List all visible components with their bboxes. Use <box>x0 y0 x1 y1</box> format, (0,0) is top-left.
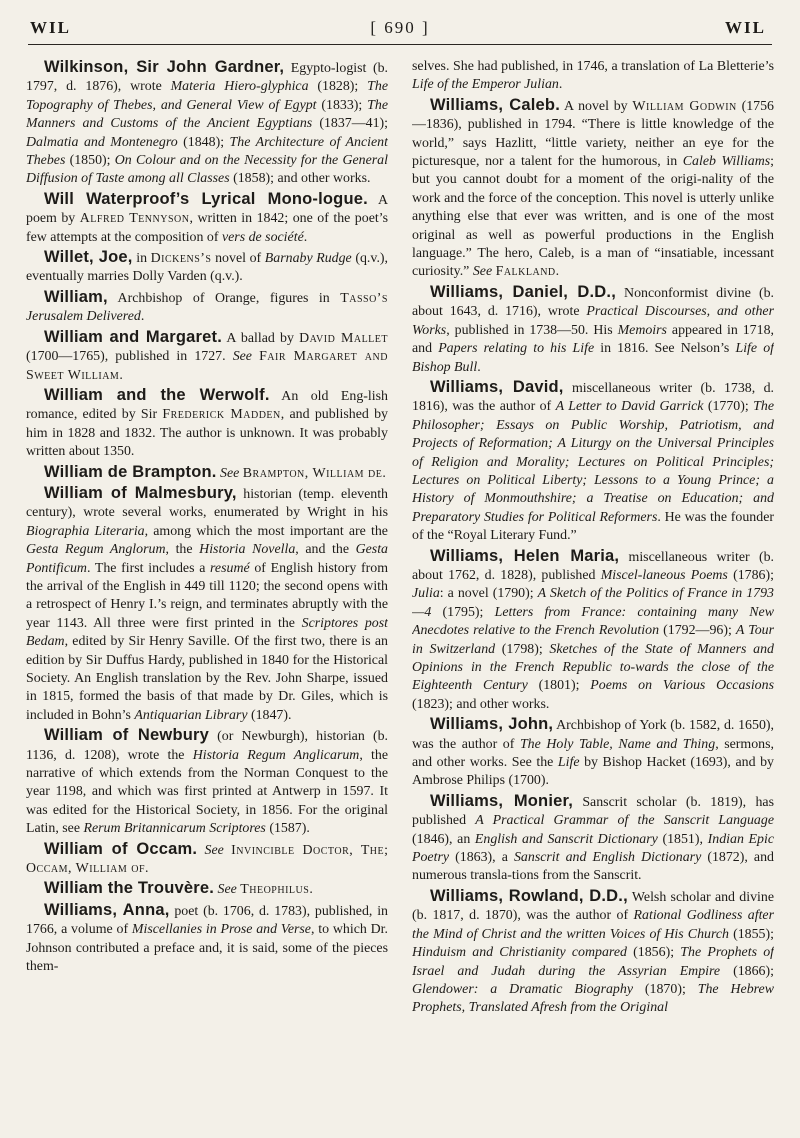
entry-small-caps: Invincible Doctor, The <box>231 842 385 858</box>
text-columns <box>26 58 774 1132</box>
entry-text: A poem by <box>26 192 388 227</box>
entry-williams-rowland <box>412 887 774 1018</box>
header-right-guideword: WIL <box>725 18 766 37</box>
entry-italic-title: Antiquarian Library <box>134 707 248 723</box>
entry-headword: Williams, David, <box>430 377 564 396</box>
entry-text: Welsh scholar and divine (b. 1817, d. 1870), was the author of <box>412 889 774 924</box>
entry-italic-title: A Tour in Switzerland <box>412 623 774 657</box>
entry-text: (1792—96); <box>659 623 736 639</box>
entry-headword: William de Brampton. <box>44 462 217 481</box>
entry-italic-title: See <box>220 465 240 481</box>
entry-text: (1700—1765), published in 1727. <box>26 349 233 365</box>
entry-small-caps: Falkland <box>495 264 556 280</box>
entry-italic-title: Glendower: a Dramatic Biography <box>412 981 633 997</box>
entry-small-caps: Tasso’s <box>340 290 388 306</box>
entry-italic-title: Indian Epic Poetry <box>412 831 774 866</box>
entry-italic-title: A Letter to David Garrick <box>555 399 704 415</box>
entry-headword: Williams, Monier, <box>430 791 573 810</box>
entry-text: (1801); <box>527 678 591 694</box>
entry-headword: William of Newbury <box>44 726 210 745</box>
entry-headword: Will Waterproof’s Lyrical Mono-logue. <box>44 189 368 208</box>
entry-text <box>252 349 259 364</box>
entry-italic-title: Gesta Regum Anglorum <box>26 542 166 558</box>
entry-william-orange <box>26 288 388 327</box>
entry-text: , and the <box>295 542 356 558</box>
entry-william-trouvere <box>26 879 388 899</box>
entry-text: , published in 1738—50. His <box>446 322 618 338</box>
entry-text: in <box>132 251 151 267</box>
entry-text: novel of <box>211 251 265 267</box>
entry-text: (1770); <box>703 399 754 415</box>
entry-italic-title: Julia <box>412 586 440 602</box>
entry-italic-title: Gesta Pontificum <box>26 542 388 576</box>
entry-italic-title: See <box>204 842 224 858</box>
entry-william-werwolf <box>26 386 388 462</box>
entry-italic-title: Life of Bishop Bull <box>412 341 774 375</box>
entry-italic-title: Hinduism and Christianity compared <box>412 945 627 961</box>
entry-text: (1828); <box>308 79 368 95</box>
entry-text: historian (temp. eleventh century), wrote several works, enumerated by Wright in his <box>26 486 388 521</box>
entry-william-newbury <box>26 726 388 838</box>
entry-headword: William, <box>44 287 108 306</box>
entry-italic-title: See <box>217 882 237 898</box>
entry-italic-title: Papers relating to his Life <box>438 341 595 357</box>
entry-williams-anna-cont <box>412 58 774 95</box>
entry-headword: Williams, Helen Maria, <box>430 546 620 565</box>
entry-text: (1795); <box>431 604 495 620</box>
entry-headword: William of Occam. <box>44 839 198 858</box>
entry-williams-caleb <box>412 96 774 282</box>
entry-text: , the <box>165 542 200 558</box>
entry-text: . <box>558 77 563 93</box>
entry-text: (1856); <box>626 945 681 961</box>
entry-italic-title: Barnaby Rudge <box>264 251 352 267</box>
entry-text: . The first includes a <box>86 560 211 576</box>
entry-text: (q.v.), eventually marries Dolly Varden (q.v.). <box>26 251 388 285</box>
entry-text: Nonconformist divine (b. about 1643, d. 1716), wrote <box>412 285 774 320</box>
entry-italic-title: Historia Novella <box>199 542 296 558</box>
entry-headword: Williams, John, <box>430 715 554 734</box>
entry-text: (1846), an <box>412 831 475 847</box>
running-header <box>28 14 772 45</box>
entry-text: : a novel (1790); <box>439 586 538 602</box>
entry-italic-title: Scriptores post Bedam <box>26 615 388 650</box>
entry-text: , written in 1842; one of the poet’s few attempts at the composition of <box>26 211 388 245</box>
entry-wilkinson <box>26 58 388 189</box>
entry-italic-title: Materia Hiero-glyphica <box>170 79 309 95</box>
entry-williams-anna <box>26 901 388 977</box>
entry-italic-title: Dalmatia and Montenegro <box>26 134 178 150</box>
entry-text: Sanscrit scholar (b. 1819), has published <box>412 794 774 829</box>
entry-text: . <box>555 264 560 280</box>
entry-small-caps: Brampton, William de <box>242 465 383 481</box>
entry-williams-monier <box>412 792 774 886</box>
entry-italic-title: Sanscrit and English Dictionary <box>513 850 702 866</box>
entry-text: (1847). <box>247 707 292 723</box>
entry-text: (1833); <box>316 97 368 113</box>
entry-text: (1756—1836), published in 1794. “There is little knowledge of the world,” says Hazlitt, “little variety, neither an eye for the picturesque, nor a talent for the humorous, in <box>412 98 774 170</box>
entry-italic-title: Life <box>557 755 580 771</box>
entry-text: (or Newburgh), historian (b. 1136, d. 1208), wrote the <box>26 729 388 763</box>
right-column <box>412 58 774 1132</box>
entry-small-caps: David Mallet <box>299 330 388 346</box>
entry-willet-joe <box>26 248 388 287</box>
entry-italic-title: Miscellanies in Prose and Verse <box>131 922 311 938</box>
entry-text: An old Eng-lish romance, edited by Sir <box>26 388 388 423</box>
entry-italic-title: Rational Godliness after the Mind of Christ and the written Voices of His Church <box>412 908 774 942</box>
entry-italic-title: Caleb Williams <box>682 154 771 170</box>
entry-italic-title: The Philosopher; Essays on Public Worship, Patriotism, and Projects of Reformation; A Liturgy on the Universal Principles of Religion and Morality; Lectures on Political Principles; Lectures on Political Liberty; Lessons to a Young Prince; a History of Monmouthshire; a Treatise on Education; and Preparatory Studies for Political Reformers <box>412 399 774 525</box>
entry-text: A ballad by <box>222 330 300 346</box>
entry-text: of English history from the arrival of the English in 449 till 1120; the second opens with a retrospect of Henry I.’s reign, and terminates abruptly with the year 1143. All three were first printed in the <box>26 560 388 631</box>
entry-text: . <box>140 309 145 325</box>
entry-text: (1798); <box>495 641 550 657</box>
entry-text: . <box>382 465 386 481</box>
entry-italic-title: The Architecture of Ancient Thebes <box>26 134 388 169</box>
header-page-number: [ 690 ] <box>370 18 430 37</box>
entry-italic-title: Life of the Emperor Julian <box>412 77 559 93</box>
entry-text: selves. She had published, in 1746, a translation of La Bletterie’s <box>412 59 774 74</box>
entry-italic-title: Biographia Literaria <box>26 523 145 539</box>
entry-text: , edited by Sir Henry Saville. Of the first two, there is an edition by Sir Duffus Hardy, published in 1840 for the Historical Society. An English translation by the Rev. John Sharpe, issued in 1815, formed the basis of that made by Dr. Giles, which is included in Bohn’s <box>26 634 388 723</box>
entry-small-caps: Fair Margaret and Sweet William <box>26 349 388 383</box>
entry-text: . <box>145 861 149 877</box>
entry-headword: Wilkinson, Sir John Gardner, <box>44 58 285 76</box>
entry-text: miscellaneous writer (b. about 1762, d. 1828), published <box>412 549 774 583</box>
entry-text: appeared in 1718, and <box>412 322 774 357</box>
entry-headword: William the Trouvère. <box>44 879 215 898</box>
entry-text: (1855); <box>728 926 774 942</box>
entry-text: (1837—41); <box>312 116 388 132</box>
entry-text: (1848); <box>177 134 230 150</box>
entry-italic-title: The Prophets of Israel and Judah during the Assyrian Empire <box>412 945 774 979</box>
entry-text: poet (b. 1706, d. 1783), published, in 1766, a volume of <box>26 903 388 938</box>
entry-williams-helen <box>412 547 774 715</box>
entry-william-malmesbury <box>26 484 388 725</box>
entry-italic-title: The Holy Table, Name and Thing <box>519 736 716 752</box>
entry-text: ; but you cannot doubt for a moment of the origi-nality of the work and the force of the conception. This novel is utterly unlike anything else that ever was written, and is one of the most original as well as powerful productions in the English language.” The hero, Caleb, is a man of “insatiable, incessant curiosity.” <box>412 154 774 280</box>
entry-text: , to which Dr. Johnson contributed a preface and, it is said, some of the pieces them- <box>26 922 388 975</box>
entry-italic-title: See <box>232 349 252 365</box>
entry-text: ; <box>384 842 388 858</box>
entry-italic-title: Practical Discourses, and other Works <box>412 304 774 338</box>
entry-headword: Willet, Joe, <box>44 248 133 267</box>
entry-text: Egypto-logist (b. 1797, d. 1876), wrote <box>26 61 388 95</box>
entry-text: (1786); <box>727 567 774 583</box>
entry-william-brampton <box>26 463 388 483</box>
entry-italic-title: The Topography of Thebes, and General View of Egypt <box>26 79 388 113</box>
entry-headword: William of Malmesbury, <box>44 483 237 502</box>
entry-text: . <box>119 367 123 383</box>
entry-text: Archbishop of York (b. 1582, d. 1650), was the author of <box>412 718 774 752</box>
entry-italic-title: Historia Regum Anglicarum <box>192 747 360 763</box>
entry-text: in 1816. See Nelson’s <box>594 341 736 357</box>
entry-text: , the narrative of which extends from the Norman Conquest to the year 1198, and which was first printed at Antwerp in 1597. It was edited for the Historical Society, in 1856. For the original Latin, see <box>26 747 388 837</box>
entry-williams-david <box>412 378 774 546</box>
entry-small-caps: Alfred Tennyson <box>79 211 190 227</box>
entry-headword: Williams, Rowland, D.D., <box>430 886 628 905</box>
entry-headword: William and Margaret. <box>44 327 223 346</box>
entry-headword: Williams, Anna, <box>44 900 170 919</box>
entry-italic-title: vers de société <box>221 229 304 245</box>
entry-text: (1823); and other works. <box>412 696 550 712</box>
entry-will-waterproof <box>26 190 388 247</box>
entry-italic-title: English and Sanscrit Dictionary <box>474 831 658 847</box>
left-column <box>26 58 388 1132</box>
entry-text: by Bishop Hacket (1693), and by Ambrose Philips (1700). <box>412 755 774 789</box>
entry-text: (1863), a <box>449 850 514 866</box>
entry-text: , and published by him in 1828 and 1832. The author is unknown. It was probably written about 1350. <box>26 407 388 460</box>
entry-italic-title: Jerusalem Delivered <box>26 309 141 325</box>
entry-italic-title: Rerum Britannicarum Scriptores <box>83 821 266 837</box>
entry-text: . He was the founder of the “Royal Literary Fund.” <box>412 509 774 544</box>
entry-text <box>197 843 204 858</box>
entry-william-margaret <box>26 328 388 385</box>
entry-italic-title: resumé <box>210 560 250 576</box>
entry-headword: Williams, Caleb. <box>430 95 560 114</box>
entry-italic-title: On Colour and on the Necessity for the General Diffusion of Taste among all Classes <box>26 153 388 187</box>
entry-small-caps: William Godwin <box>632 98 737 114</box>
entry-small-caps: Occam, William of <box>26 861 146 877</box>
entry-text: Archbishop of Orange, figures in <box>107 290 341 306</box>
entry-text: . <box>309 882 313 898</box>
entry-italic-title: Sketches of the State of Manners and Opinions in the French Republic to-wards the close of the Eighteenth Century <box>412 641 774 694</box>
entry-text: . <box>303 229 308 245</box>
entry-williams-daniel <box>412 283 774 377</box>
entry-text: , among which the most important are the <box>144 523 388 539</box>
entry-williams-john <box>412 715 774 791</box>
entry-william-occam <box>26 840 388 879</box>
entry-text: , sermons, and other works. See the <box>412 736 774 771</box>
entry-text: A novel by <box>560 98 633 114</box>
entry-italic-title: A Practical Grammar of the Sanscrit Language <box>475 813 774 829</box>
entry-headword: William and the Werwolf. <box>44 385 270 404</box>
entry-text: (1870); <box>632 981 698 997</box>
entry-text: (1866); <box>720 963 774 979</box>
entry-italic-title: See <box>472 264 493 280</box>
entry-text: (1850); <box>65 153 115 169</box>
entry-text: . <box>477 359 481 375</box>
entry-text: (1858); and other works. <box>229 171 371 187</box>
header-left-guideword: WIL <box>30 18 71 37</box>
entry-text: (1587). <box>265 821 310 837</box>
entry-italic-title: Poems on Various Occasions <box>590 678 774 694</box>
entry-small-caps: Theophilus <box>240 882 310 898</box>
entry-italic-title: The Manners and Customs of the Ancient Egyptians <box>26 97 388 132</box>
entry-text: (1851), <box>657 831 708 847</box>
entry-italic-title: Miscel-laneous Poems <box>600 567 728 583</box>
entry-small-caps: Dickens’s <box>150 251 212 267</box>
entry-italic-title: The Hebrew Prophets, Translated Afresh from the Original <box>412 981 774 1016</box>
entry-italic-title: Letters from France: containing many New Anecdotes relative to the French Revolution <box>412 604 774 639</box>
entry-text: (1872), and numerous transla-tions from the Sanscrit. <box>412 850 774 884</box>
entry-text: miscellaneous writer (b. 1738, d. 1816), was the author of <box>412 380 774 415</box>
entry-headword: Williams, Daniel, D.D., <box>430 282 616 301</box>
entry-small-caps: Frederick Madden <box>162 407 281 423</box>
entry-italic-title: A Sketch of the Politics of France in 1793—4 <box>412 586 774 620</box>
entry-italic-title: Memoirs <box>617 322 667 338</box>
